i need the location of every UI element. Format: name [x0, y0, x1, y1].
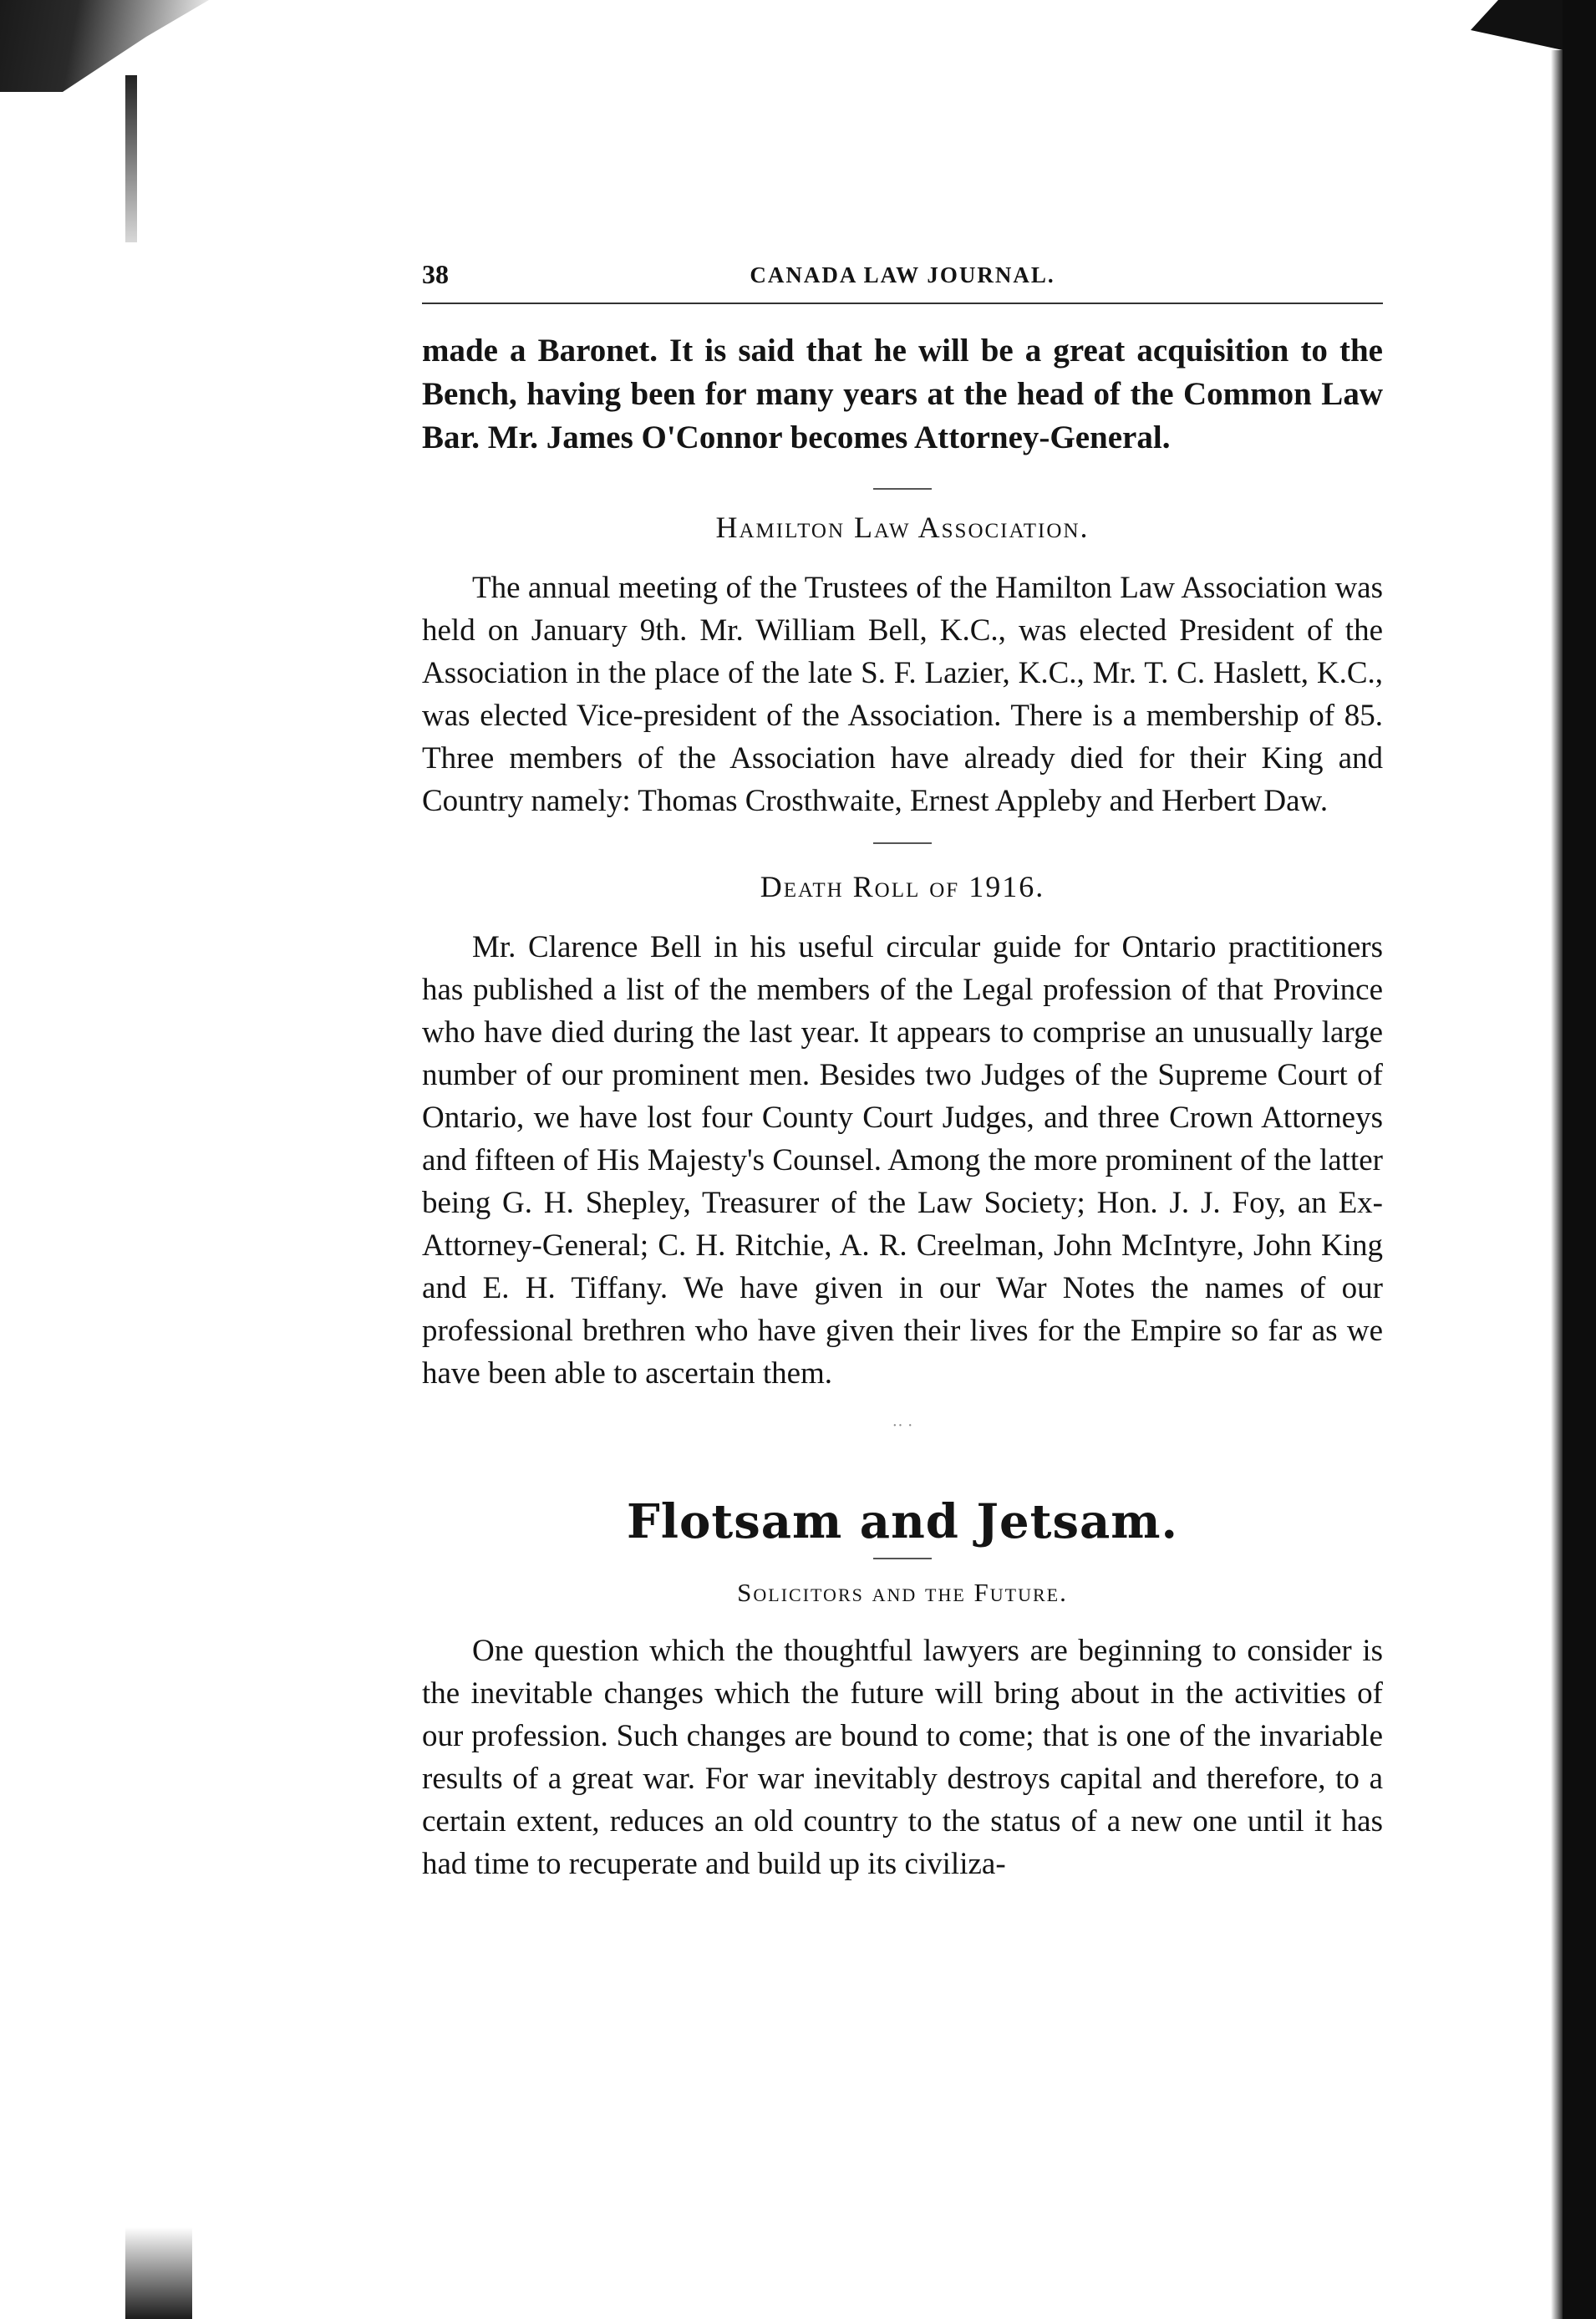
section-divider	[873, 488, 932, 490]
opening-paragraph: made a Baronet. It is said that he will be a great acquisition to the Bench, having been for many years at the head of the Common Law Bar. Mr. James O'Connor becomes Attorney-General.	[422, 333, 1383, 455]
flotsam-heading: Flotsam and Jetsam.	[626, 1494, 1179, 1549]
scan-edge-top-left	[0, 0, 209, 92]
section-divider: ·· ·	[892, 1416, 913, 1435]
scan-edge-right-fringe	[1551, 50, 1563, 2319]
solicitors-paragraph: One question which the thoughtful lawyers are beginning to consider is the inevitable changes which the future will bring about in the activities of our profession. Such changes are bound to come; that is one of the invariable results of a great war. For war inevitably destroys capital and therefore, to a certain extent, reduces an old country to the status of a new one until it has had time to recuperate and build up its civiliza-	[422, 1634, 1383, 1881]
page-number: 38	[422, 259, 449, 289]
scan-edge-right	[1563, 0, 1596, 2319]
section-title-hamilton: Hamilton Law Association.	[715, 511, 1090, 544]
scan-edge-top-right	[1471, 0, 1563, 50]
journal-page	[422, 259, 1383, 1885]
section-title-death-roll: Death Roll of 1916.	[760, 870, 1045, 903]
scan-edge-left-strip	[125, 75, 137, 242]
running-head	[422, 259, 1383, 304]
journal-title: CANADA LAW JOURNAL.	[750, 262, 1055, 287]
section-title-solicitors: Solicitors and the Future.	[737, 1578, 1068, 1607]
scan-edge-bottom-left	[125, 2227, 192, 2319]
hamilton-paragraph: The annual meeting of the Trustees of the Hamilton Law Association was held on January 9th. Mr. William Bell, K.C., was elected President of the Association in the place of the late S. F. Lazier, K.C., Mr. T. C. Haslett, K.C., was elected Vice-president of the Association. There is a membership of 85. Three members of the Association have already died for their King and Country namely: Thomas Crosthwaite, Ernest Appleby and Herbert Daw.	[422, 571, 1383, 818]
death-roll-paragraph: Mr. Clarence Bell in his useful circular guide for Ontario practitioners has published a list of the members of the Legal profession of that Province who have died during the last year. It appears to comprise an unusually large number of our prominent men. Besides two Judges of the Supreme Court of Ontario, we have lost four County Court Judges, and three Crown Attorneys and fifteen of His Majesty's Counsel. Among the more prominent of the latter being G. H. Shepley, Treasurer of the Law Society; Hon. J. J. Foy, an Ex-Attorney-General; C. H. Ritchie, A. R. Creelman, John McIntyre, John King and E. H. Tiffany. We have given in our War Notes the names of our professional brethren who have given their lives for the Empire so far as we have been able to ascertain them.	[422, 930, 1383, 1391]
section-divider	[873, 1558, 932, 1559]
section-divider	[873, 842, 932, 844]
